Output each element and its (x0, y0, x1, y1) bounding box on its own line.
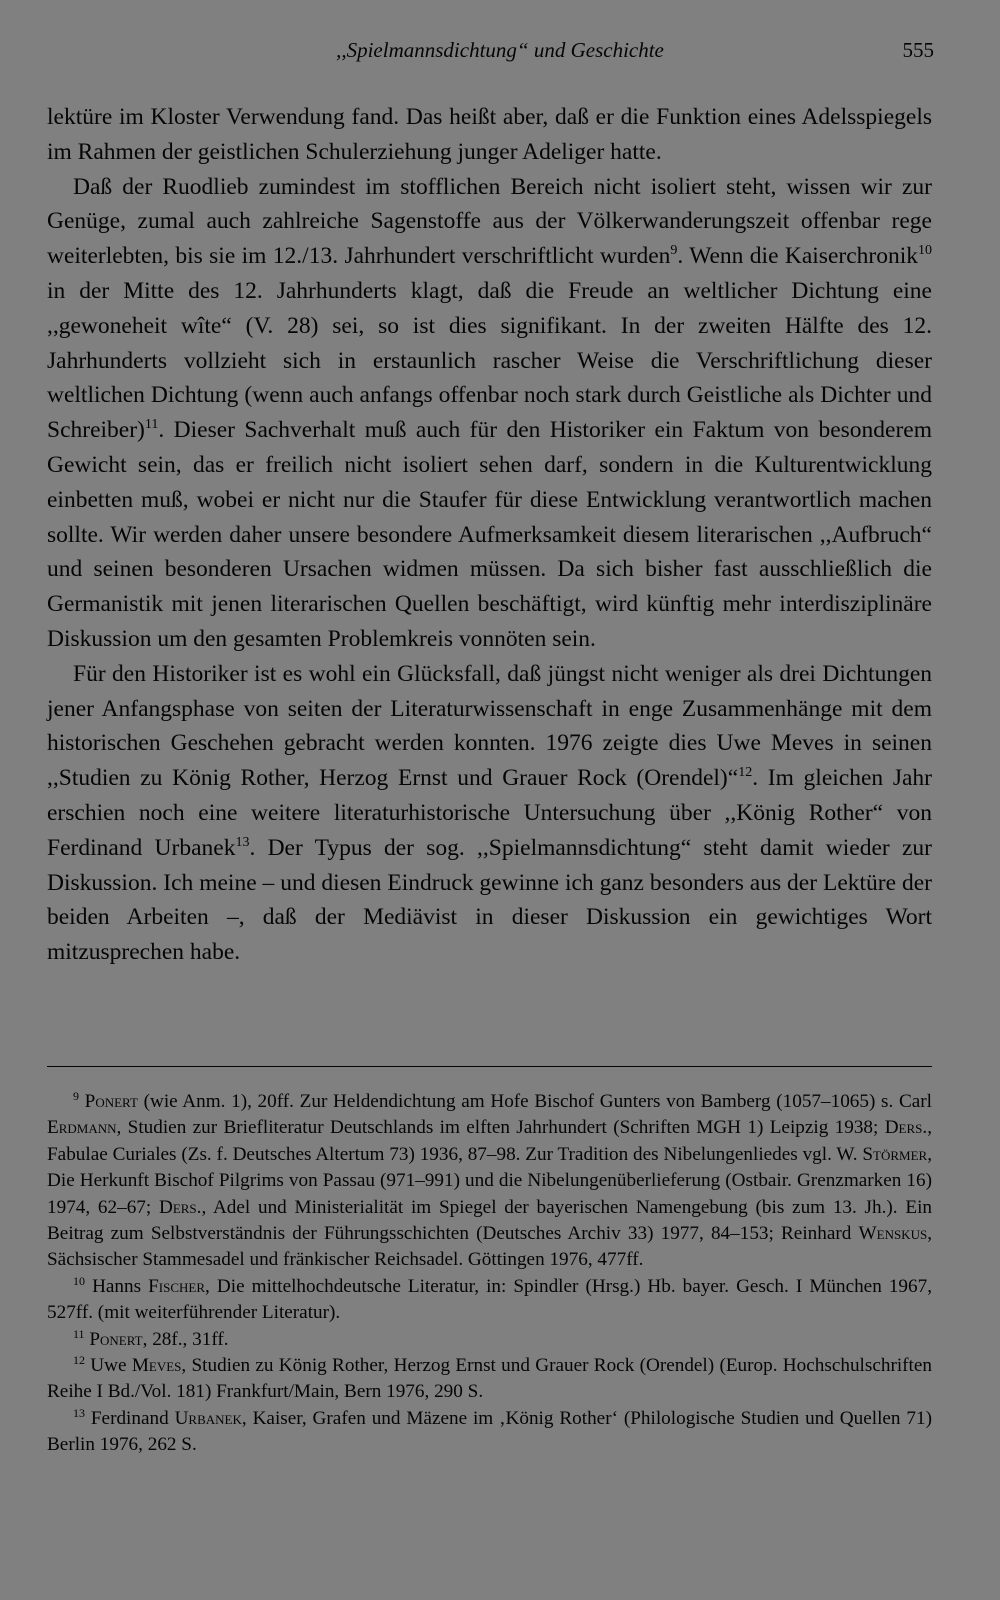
paragraph-1 (47, 100, 932, 170)
author-name: Störmer (862, 1143, 928, 1165)
paragraph-2-text: . Dieser Sachverhalt muß auch für den Historiker ein Faktum von besonderem Gewicht sein, das er freilich nicht isoliert sehen darf, sondern in die Kulturentwicklung einbetten muß, wobei er nicht nur die Staufer für diese Entwicklung verantwortlich machen sollte. Wir werden daher unsere besondere Aufmerksamkeit diesem literarischen ,,Aufbruch“ und seinen besonderen Ursachen widmen müssen. Da sich bisher fast ausschließlich die Germanistik mit jenen literarischen Quellen beschäftigt, wird künftig mehr interdisziplinäre Diskussion um den gesamten Problemkreis vonnöten sein. (47, 417, 932, 652)
running-title: ,,Spielmannsdichtung“ und Geschichte (336, 38, 664, 62)
footnote-13 (47, 1406, 932, 1459)
author-name: Meves (131, 1355, 182, 1377)
page-number: 555 (902, 38, 934, 62)
footnote-number: 9 (73, 1089, 79, 1103)
footnote-text: , 28f., 31ff. (142, 1328, 229, 1350)
author-name: Urbanek (174, 1407, 242, 1429)
paragraph-3 (47, 657, 932, 970)
paragraph-2-text: Daß der Ruodlieb zumindest im stofflichen Bereich nicht isoliert steht, wissen wir zur Genüge, zumal auch zahlreiche Sagenstoffe aus der Völkerwanderungszeit offenbar rege weiterlebten, bis sie im 12./13. Jahrhundert verschriftlicht wurden (47, 173, 932, 270)
footnote-number: 11 (73, 1326, 85, 1341)
footnote-text: , Studien zur Briefliteratur Deutschlands im elften Jahrhundert (Schriften MGH 1) Leipzig 1938; (116, 1117, 885, 1139)
footnote-divider (47, 1066, 932, 1067)
running-header (0, 38, 1000, 68)
footnote-text: Ferdinand (90, 1407, 175, 1429)
footnote-text: Uwe (90, 1355, 132, 1377)
footnote-ref-10: 10 (917, 243, 932, 259)
footnote-ref-12: 12 (738, 765, 753, 781)
author-name: Ders. (884, 1117, 928, 1139)
paragraph-2-text: in der Mitte des 12. Jahrhunderts klagt, daß die Freude an weltlicher Dichtung eine ,,gewoneheit wîte“ (V. 28) sei, so ist dies signifikant. In der zweiten Hälfte des 12. Jahrhunderts vollzieht sich in erstaunlich rascher Weise die Verschriftlichung dieser weltlichen Dichtung (wenn auch anfangs offenbar noch stark durch Geistliche als Dichter und Schreiber) (47, 277, 932, 444)
footnote-9 (47, 1089, 932, 1274)
author-name: Ponert (84, 1091, 138, 1112)
footnote-ref-11: 11 (144, 417, 159, 433)
author-name: Wenskus (858, 1223, 928, 1245)
paragraph-3-text: . Im gleichen Jahr erschien noch eine weitere literaturhistorische Untersuchung über ,,König Rother“ von Ferdinand Urbanek (47, 765, 932, 861)
footnote-text: Hanns (92, 1275, 149, 1297)
footnote-12 (47, 1353, 932, 1406)
footnote-ref-9: 9 (670, 243, 678, 259)
author-name: Ders. (158, 1196, 202, 1218)
author-name: Fischer (148, 1275, 206, 1297)
author-name: Ponert (89, 1328, 143, 1350)
footnote-text: , Die Herkunft Bischof Pilgrims von Passau (971–991) und die Nibelungenüberlieferung (Ostbair. Grenzmarken 16) 1974, 62–67; (47, 1143, 932, 1218)
footnote-text: (wie Anm. 1), 20ff. Zur Heldendichtung am Hofe Bischof Gunters von Bamberg (1057–1065) s. Carl (137, 1091, 932, 1112)
paragraph-2 (47, 170, 932, 657)
footnote-text: , Sächsischer Stammesadel und fränkischer Reichsadel. Göttingen 1976, 477ff. (47, 1223, 932, 1271)
footnote-11 (47, 1327, 932, 1353)
footnotes (47, 1089, 932, 1459)
paragraph-1-text: lektüre im Kloster Verwendung fand. Das heißt aber, daß er die Funktion eines Adelsspiegels im Rahmen der geistlichen Schulerziehung junger Adeliger hatte. (47, 104, 932, 165)
footnote-text: , Kaiser, Grafen und Mäzene im ‚König Rother‘ (Philologische Studien und Quellen 71) Berlin 1976, 262 S. (47, 1407, 932, 1456)
footnote-text: , Adel und Ministerialität im Spiegel der bayerischen Namengebung (bis zum 13. Jh.). Ein Beitrag zum Selbstverständnis der Führungsschichten (Deutsches Archiv 33) 1977, 84–153; Reinhard (47, 1196, 932, 1245)
footnote-ref-13: 13 (235, 834, 250, 850)
footnote-text: , Die mittelhochdeutsche Literatur, in: Spindler (Hrsg.) Hb. bayer. Gesch. I München 1967, 527ff. (mit weiterführender Literatur). (47, 1275, 933, 1324)
paragraph-3-text: Für den Historiker ist es wohl ein Glücksfall, daß jüngst nicht weniger als drei Dichtungen jener Anfangsphase von seiten der Literaturwissenschaft in enge Zusammenhänge mit dem historischen Geschehen gebracht werden konnten. 1976 zeigte dies Uwe Meves in seinen ,,Studien zu König Rother, Herzog Ernst und Grauer Rock (Orendel)“ (47, 660, 932, 792)
footnote-number: 12 (73, 1353, 85, 1368)
footnote-text: , Fabulae Curiales (Zs. f. Deutsches Altertum 73) 1936, 87–98. Zur Tradition des Nibelungenliedes vgl. W. (47, 1117, 932, 1165)
footnote-number: 10 (73, 1273, 85, 1288)
footnote-number: 13 (73, 1405, 85, 1420)
author-name: Erdmann (47, 1117, 117, 1139)
footnote-text: , Studien zu König Rother, Herzog Ernst und Grauer Rock (Orendel) (Europ. Hochschulschriften Reihe I Bd./Vol. 181) Frankfurt/Main, Bern 1976, 290 S. (47, 1355, 933, 1403)
main-text (47, 100, 932, 970)
paragraph-3-text: . Der Typus der sog. ,,Spielmannsdichtung“ steht damit wieder zur Diskussion. Ich meine – und diesen Eindruck gewinne ich ganz besonders aus der Lektüre der beiden Arbeiten –, daß der Mediävist in dieser Diskussion ein gewichtiges Wort mitzusprechen habe. (47, 834, 932, 966)
footnote-10 (47, 1274, 932, 1327)
paragraph-2-text: . Wenn die Kaiserchronik (677, 243, 918, 270)
